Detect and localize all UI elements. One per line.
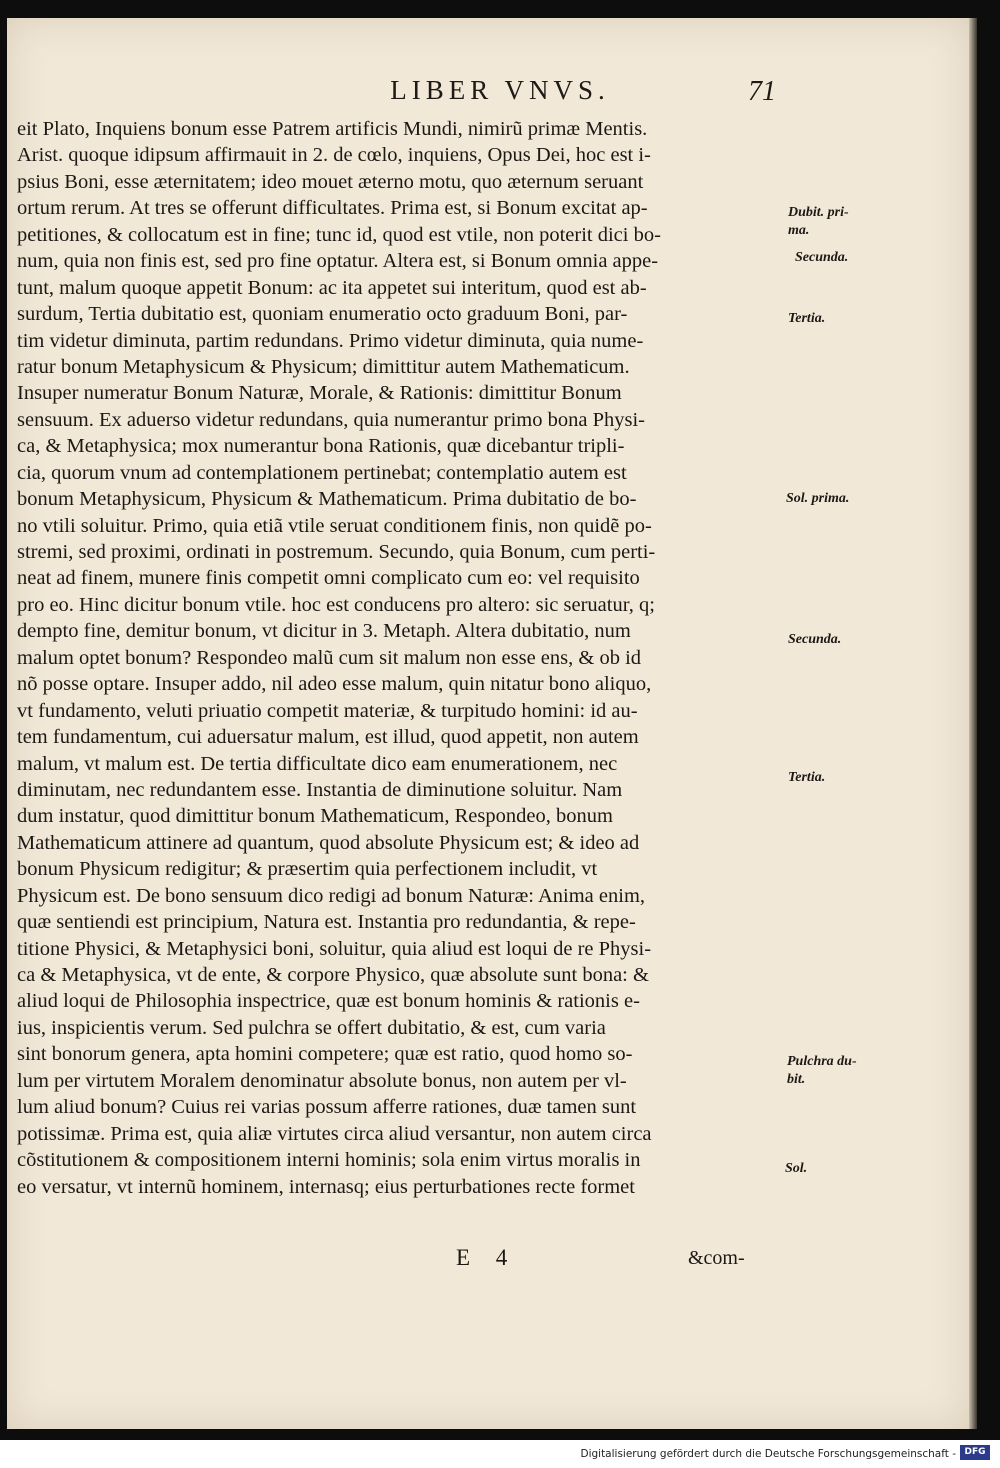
text-line: dempto fine, demitur bonum, vt dicitur in 3. Metaph. Altera dubitatio, num bbox=[17, 620, 631, 643]
text-line: surdum, Tertia dubitatio est, quoniam enumeratio octo graduum Boni, par- bbox=[17, 303, 628, 326]
margin-note-pulchra-dubit bbox=[787, 1053, 857, 1089]
text-line: malum, vt malum est. De tertia difficultate dico eam enumerationem, nec bbox=[17, 752, 618, 775]
text-line: malum optet bonum? Respondeo malũ cum sit malum non esse ens, & ob id bbox=[17, 646, 642, 669]
text-line: Mathematicum attinere ad quantum, quod absolute Physicum est; & ideo ad bbox=[17, 831, 640, 854]
catchword: &com- bbox=[688, 1247, 745, 1269]
margin-note-tertia bbox=[788, 310, 825, 328]
text-line: Arist. quoque idipsum affirmauit in 2. de cœlo, inquiens, Opus Dei, hoc est i- bbox=[17, 144, 651, 167]
margin-note-line: Secunda. bbox=[795, 250, 849, 265]
text-line: tunt, malum quoque appetit Bonum: ac ita appetet sui interitum, quod est ab- bbox=[17, 276, 647, 299]
page-edge bbox=[969, 18, 977, 1429]
text-line: Insuper numeratur Bonum Naturæ, Morale, & Rationis: dimittitur Bonum bbox=[17, 382, 622, 405]
text-line: quæ sentiendi est principium, Natura est. Instantia pro redundantia, & repe- bbox=[17, 911, 636, 934]
margin-note-sol bbox=[785, 1160, 807, 1178]
text-line: potissimæ. Prima est, quia aliæ virtutes circa aliud versantur, non autem circa bbox=[17, 1122, 652, 1145]
text-line: eo versatur, vt internũ hominem, internasq; eius perturbationes recte formet bbox=[17, 1175, 635, 1198]
text-line: eit Plato, Inquiens bonum esse Patrem artificis Mundi, nimirũ primæ Mentis. bbox=[17, 118, 648, 140]
text-line: bonum Physicum redigitur; & præsertim quia perfectionem includit, vt bbox=[17, 858, 598, 881]
text-line: neat ad finem, munere finis competit omni complicato cum eo: vel requisito bbox=[17, 567, 640, 590]
margin-note-secunda bbox=[795, 249, 848, 267]
text-line: Physicum est. De bono sensuum dico redigi ad bonum Naturæ: Anima enim, bbox=[17, 884, 646, 907]
margin-note-line: Tertia. bbox=[788, 311, 826, 326]
text-line: ca, & Metaphysica; mox numerantur bona Rationis, quæ dicebantur tripli- bbox=[17, 435, 625, 458]
text-line: num, quia non finis est, sed pro fine optatur. Altera est, si Bonum omnia appe- bbox=[17, 250, 659, 273]
text-line: diminutam, nec redundantem esse. Instantia de diminutione soluitur. Nam bbox=[17, 778, 623, 801]
signature-mark: E 4 bbox=[456, 1245, 518, 1270]
text-line: pro eo. Hinc dicitur bonum vtile. hoc est conducens pro altero: sic seruatur, q; bbox=[17, 593, 655, 616]
margin-note-line: ma. bbox=[788, 223, 810, 238]
margin-note-line: bit. bbox=[787, 1072, 806, 1087]
text-line: no vtili soluitur. Primo, quia etiã vtile seruat conditionem finis, non quidẽ po- bbox=[17, 514, 652, 537]
footer-credit: Digitalisierung gefördert durch die Deutsche Forschungsgemeinschaft - bbox=[580, 1448, 956, 1460]
text-line: tem fundamentum, cui aduersatur malum, est illud, quod appetit, non autem bbox=[17, 726, 639, 749]
text-line: lum aliud bonum? Cuius rei varias possum afferre rationes, duæ tamen sunt bbox=[17, 1096, 637, 1119]
text-line: sensuum. Ex aduerso videtur redundans, quia numerantur primo bona Physi- bbox=[17, 408, 645, 431]
margin-note-line: Secunda. bbox=[788, 632, 842, 647]
text-line: bonum Metaphysicum, Physicum & Mathematicum. Prima dubitatio de bo- bbox=[17, 488, 637, 511]
text-line: sint bonorum genera, apta homini competere; quæ est ratio, quod homo so- bbox=[17, 1043, 633, 1066]
text-line: lum per virtutem Moralem denominatur absolute bonus, non autem per vl- bbox=[17, 1069, 627, 1092]
text-line: stremi, sed proximi, ordinati in postremum. Secundo, quia Bonum, cum perti- bbox=[17, 541, 656, 563]
margin-note-line: Sol. prima. bbox=[786, 491, 850, 506]
margin-note-line: Sol. bbox=[785, 1161, 808, 1176]
text-line: ca & Metaphysica, vt de ente, & corpore Physico, quæ absolute sunt bona: & bbox=[17, 964, 649, 986]
body-text bbox=[17, 116, 795, 1200]
margin-note-line: Pulchra du- bbox=[787, 1054, 857, 1069]
text-line: vt fundamento, veluti priuatio competit materiæ, & turpitudo homini: id au- bbox=[17, 699, 638, 722]
running-head: LIBER VNVS. bbox=[390, 75, 610, 105]
margin-note-line: Dubit. pri- bbox=[788, 205, 849, 220]
text-line: titione Physici, & Metaphysici boni, soluitur, quia aliud est loqui de re Physi- bbox=[17, 937, 652, 960]
margin-note-line: Tertia. bbox=[788, 770, 826, 785]
text-line: cia, quorum vnum ad contemplationem pertinebat; contemplatio autem est bbox=[17, 461, 627, 484]
page-number: 71 bbox=[748, 76, 776, 107]
margin-note-tertia-2 bbox=[788, 769, 825, 787]
margin-note-secunda-2 bbox=[788, 631, 841, 649]
margin-note-sol-prima bbox=[786, 490, 849, 508]
text-line: ortum rerum. At tres se offerunt difficultates. Prima est, si Bonum excitat ap- bbox=[17, 197, 648, 220]
text-line: ratur bonum Metaphysicum & Physicum; dimittitur autem Mathematicum. bbox=[17, 355, 630, 378]
dfg-logo: DFG bbox=[960, 1445, 990, 1460]
text-line: aliud loqui de Philosophia inspectrice, quæ est bonum hominis & rationis e- bbox=[17, 990, 640, 1013]
text-line: nõ posse optare. Insuper addo, nil adeo esse malum, quin nitatur bono aliquo, bbox=[17, 673, 652, 696]
text-line: cõstitutionem & compositionem interni hominis; sola enim virtus moralis in bbox=[17, 1149, 641, 1172]
text-line: dum instatur, quod dimittitur bonum Mathematicum, Respondeo, bonum bbox=[17, 805, 613, 828]
margin-note-dubit-prima bbox=[788, 204, 849, 240]
text-line: petitiones, & collocatum est in fine; tunc id, quod est vtile, non poterit dici bo- bbox=[17, 223, 661, 246]
text-line: tim videtur diminuta, partim redundans. Primo videtur diminuta, quia nume- bbox=[17, 329, 644, 352]
text-line: ius, inspicientis verum. Sed pulchra se offert dubitatio, & est, cum varia bbox=[17, 1016, 606, 1039]
text-line: psius Boni, esse æternitatem; ideo mouet æterno motu, quo æternum seruant bbox=[17, 170, 644, 193]
